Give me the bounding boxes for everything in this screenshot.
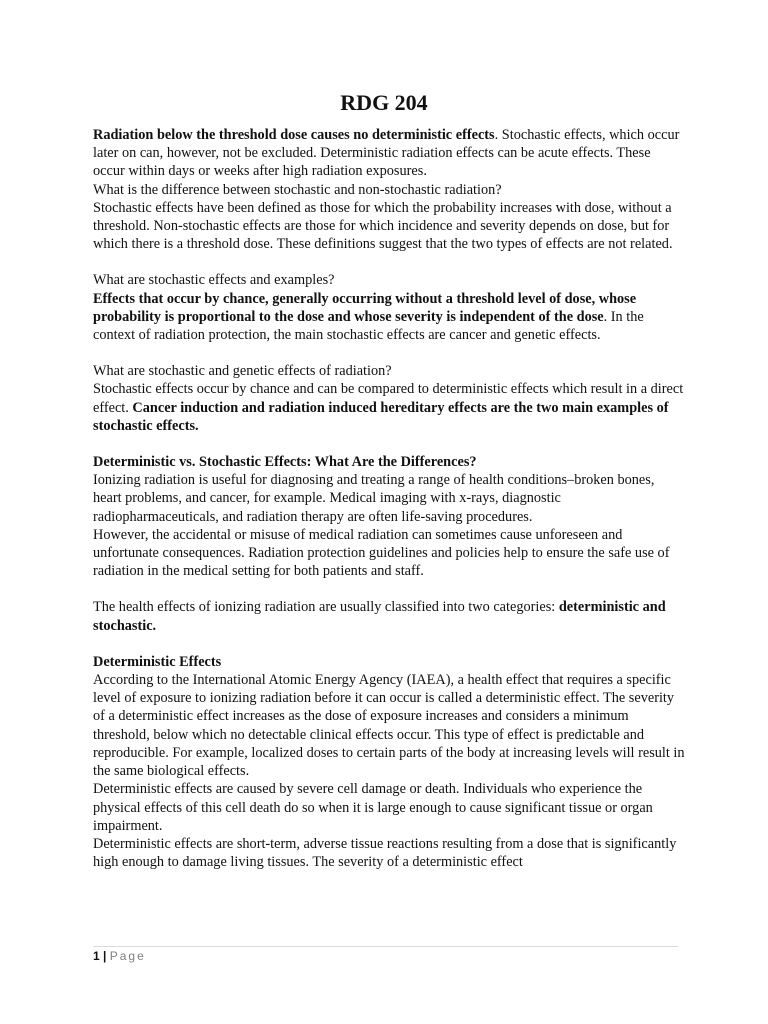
footer-separator: | — [103, 949, 107, 963]
question-difference: What is the difference between stochastic and non-stochastic radiation? — [93, 181, 502, 198]
document-title: RDG 204 — [340, 90, 428, 115]
text: The health effects of ionizing radiation are usually classified into two categories: — [93, 599, 559, 616]
bold-text: deterministic and stochastic. — [93, 599, 666, 634]
page-footer — [93, 948, 146, 964]
bold-text: Cancer induction and radiation induced hereditary effects are the two main examples of stochastic effects. — [93, 399, 669, 434]
paragraph-ionizing-uses: Ionizing radiation is useful for diagnosing and treating a range of health conditions–broken bones, heart problems, and cancer, for example. Medical imaging with x-rays, diagnostic radiopharmaceuticals, and radiation therapy are often life-saving procedures. — [93, 472, 655, 525]
paragraph-iaea: According to the International Atomic Energy Agency (IAEA), a health effect that requires a specific level of exposure to ionizing radiation before it can occur is called a deterministic effect. The severity of a deterministic effect increases as the dose of exposure increases and considers a minimum threshold, below which no detectable clinical effects occur. This type of effect is predictable and reproducible. For example, localized doses to certain parts of the body at increasing levels will result in the same biological effects. — [93, 672, 685, 780]
text: Stochastic effects occur by chance and can be compared to deterministic effects which result in a direct effect. — [93, 381, 684, 416]
question-stochastic-examples: What are stochastic effects and examples? — [93, 272, 335, 289]
page-number: 1 — [93, 949, 100, 963]
paragraph-cell-damage: Deterministic effects are caused by severe cell damage or death. Individuals who experience the physical effects of this cell death do so when it is large enough to cause significant tissue or organ impairment. — [93, 781, 653, 834]
paragraph-stochastic-definition — [93, 290, 685, 345]
text: . Stochastic effects, which occur later on can, however, not be excluded. Deterministic radiation effects can be acute effects. These occur within days or weeks after high radiation exposures. — [93, 127, 680, 180]
section-heading-differences: Deterministic vs. Stochastic Effects: What Are the Differences? — [93, 454, 477, 471]
paragraph-short-term: Deterministic effects are short-term, adverse tissue reactions resulting from a dose that is significantly high enough to damage living tissues. The severity of a deterministic effect — [93, 835, 677, 871]
paragraph-definitions: Stochastic effects have been defined as those for which the probability increases with dose, without a threshold. Non-stochastic effects are those for which incidence and severity depends on dose, but for which there is a threshold dose. These definitions suggest that the two types of effects are not related. — [93, 199, 673, 253]
text: . In the context of radiation protection, the main stochastic effects are cancer and genetic effects. — [93, 308, 644, 344]
question-genetic-effects: What are stochastic and genetic effects of radiation? — [93, 363, 392, 380]
paragraph-threshold — [93, 126, 685, 181]
paragraph-misuse: However, the accidental or misuse of medical radiation can sometimes cause unforeseen and unfortunate consequences. Radiation protection guidelines and policies help to ensure the safe use of radiation in the medical setting for both patients and staff. — [93, 526, 670, 580]
bold-text: Effects that occur by chance, generally occurring without a threshold level of dose, whose probability is proportional to the dose and whose severity is independent of the dose — [93, 290, 637, 325]
footer-divider — [93, 946, 678, 947]
bold-text: Radiation below the threshold dose causes no deterministic effects — [93, 127, 495, 143]
document-body — [93, 126, 685, 871]
page-label: Page — [109, 949, 146, 963]
paragraph-categories — [93, 598, 685, 634]
section-heading-deterministic: Deterministic Effects — [93, 653, 222, 670]
paragraph-genetic-effects — [93, 380, 685, 435]
